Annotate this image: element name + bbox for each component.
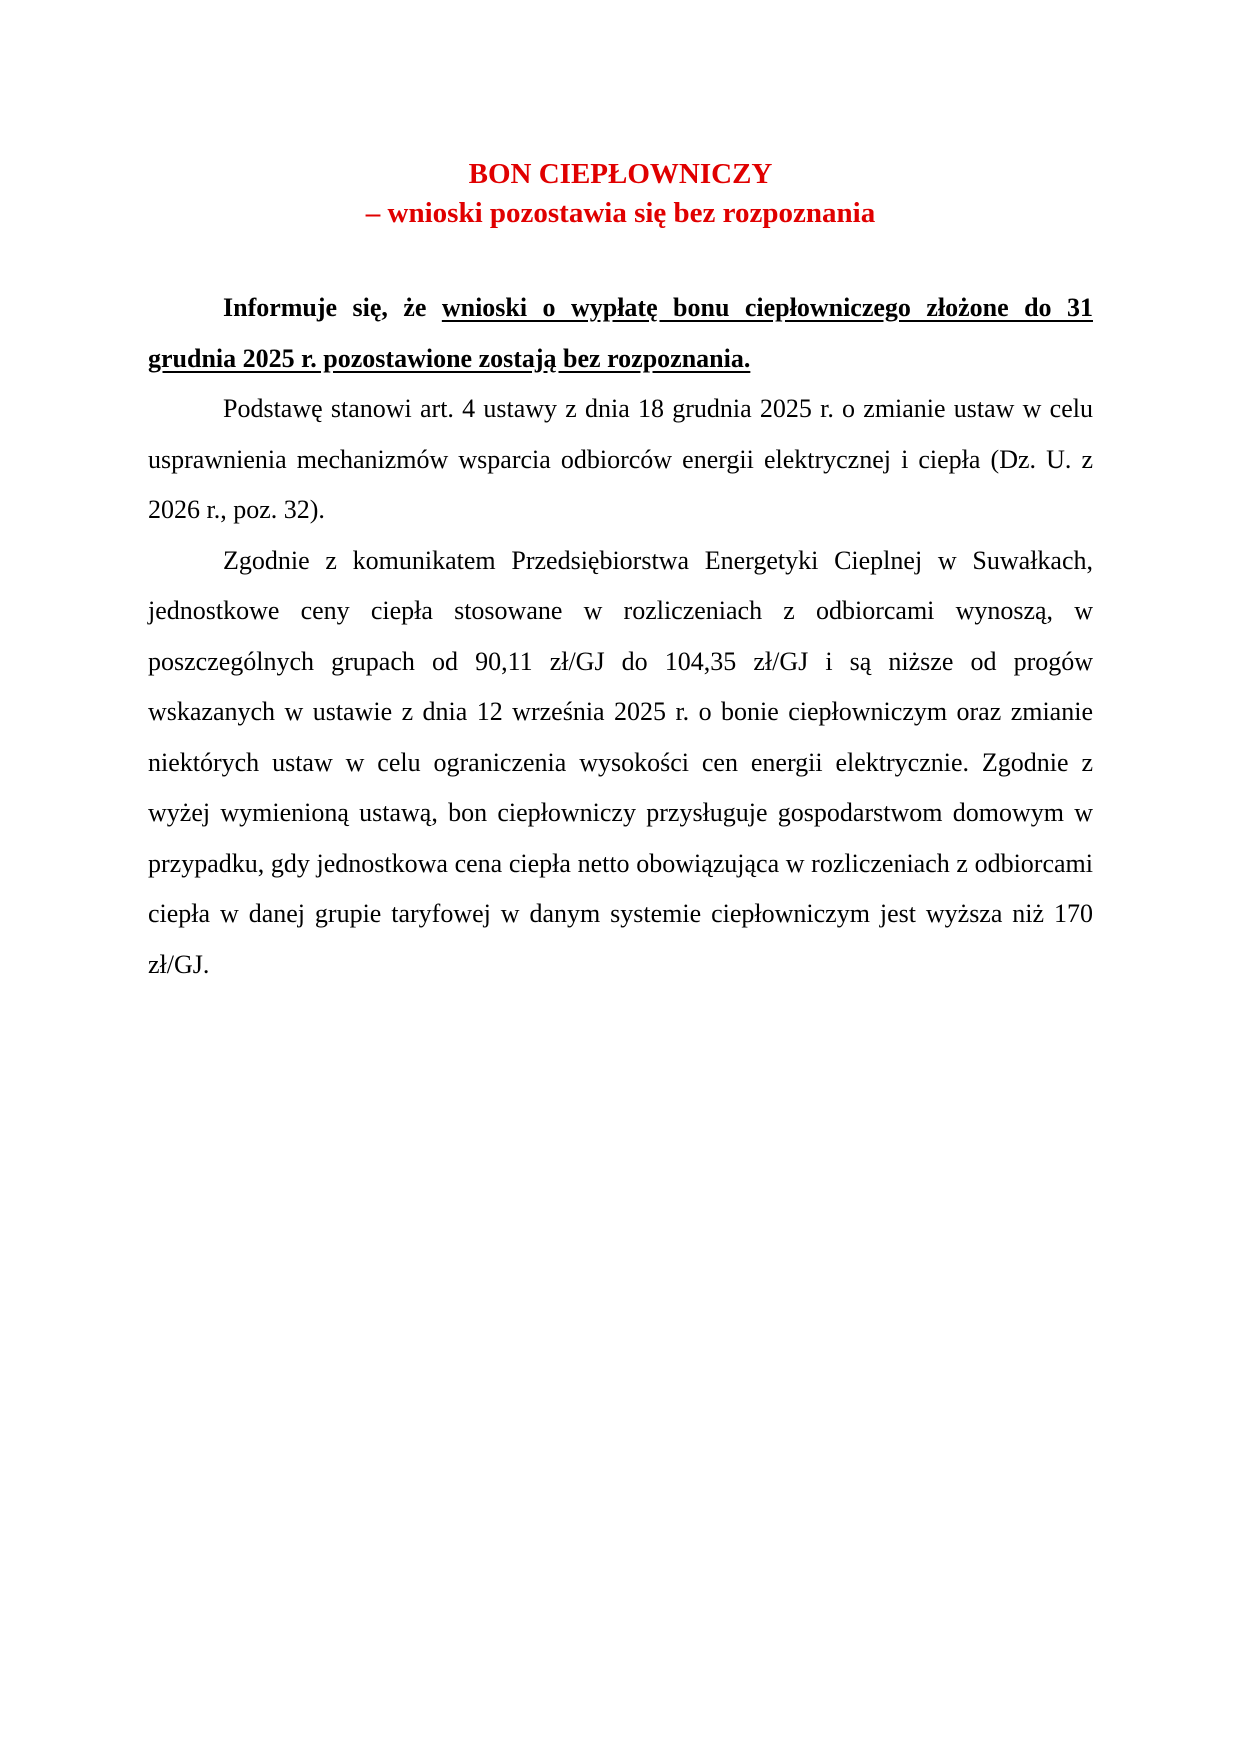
paragraph-announcement	[148, 283, 1093, 384]
title-line-1: BON CIEPŁOWNICZY	[468, 158, 773, 190]
document-body	[148, 283, 1093, 990]
paragraph-explanation: Zgodnie z komunikatem Przedsiębiorstwa Energetyki Cieplnej w Suwałkach, jednostkowe ceny ciepła stosowane w rozliczeniach z odbiorcami wynoszą, w poszczególnych grupach od 90,11 zł/GJ do 104,35 zł/GJ i są niższe od progów wskazanych w ustawie z dnia 12 września 2025 r. o bonie ciepłowniczym oraz zmianie niektórych ustaw w celu ograniczenia wysokości cen energii elektrycznie. Zgodnie z wyżej wymienioną ustawą, bon ciepłowniczy przysługuje gospodarstwom domowym w przypadku, gdy jednostkowa cena ciepła netto obowiązująca w rozliczeniach z odbiorcami ciepła w danej grupie taryfowej w danym systemie ciepłowniczym jest wyższa niż 170 zł/GJ.	[148, 545, 1093, 979]
announcement-lead: Informuje się, że	[223, 293, 442, 322]
announcement-underlined: wnioski o wypłatę bonu ciepłowniczego złożone do 31 grudnia 2025 r. pozostawione zostają bez rozpoznania.	[148, 293, 1093, 373]
document-title	[148, 155, 1093, 233]
paragraph-legal-basis: Podstawę stanowi art. 4 ustawy z dnia 18 grudnia 2025 r. o zmianie ustaw w celu usprawnienia mechanizmów wsparcia odbiorców energii elektrycznej i ciepła (Dz. U. z 2026 r., poz. 32).	[148, 394, 1093, 524]
title-line-2: – wnioski pozostawia się bez rozpoznania	[365, 197, 876, 229]
